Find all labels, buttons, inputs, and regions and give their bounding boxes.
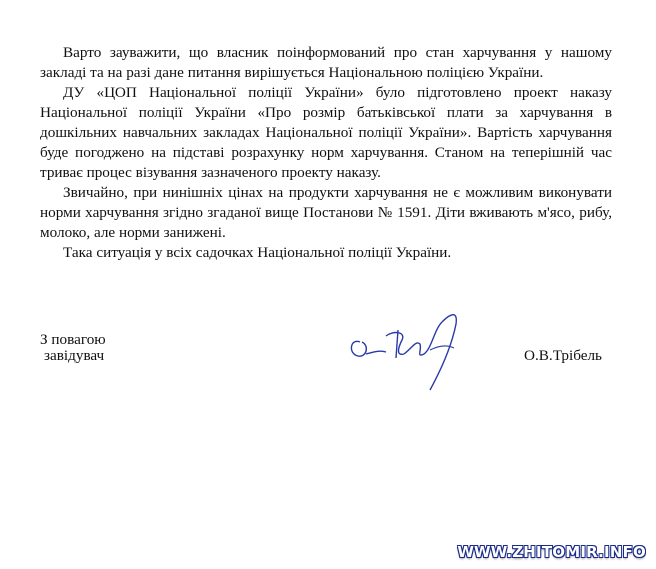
- paragraph-draft-order: ДУ «ЦОП Національної поліції України» було підготовлено проект наказу Національної поліції України «Про розмір батьківської плати за харчування в дошкільних навчальних закладах Національної поліції України». Вартість харчування буде погоджено на підставі розрахунку норм харчування. Станом на теперішній час триває процес візування зазначеного проекту наказу.: [40, 84, 612, 181]
- closing-position: завідувач: [44, 347, 105, 364]
- signatory-name: О.В.Трібель: [524, 347, 602, 364]
- paragraph-nutrition-norms: Звичайно, при нинішніх цінах на продукти харчування не є можливим виконувати норми харчування згідно згаданої вище Постанови № 1591. Діти вживають м'ясо, рибу, молоко, але норми занижені.: [40, 184, 612, 241]
- paragraph-situation: Така ситуація у всіх садочках Національної поліції України.: [63, 244, 452, 261]
- closing-regards: З повагою: [40, 331, 106, 348]
- site-watermark: WWW.ZHITOMIR.INFO: [457, 543, 646, 561]
- letter-body: [40, 43, 612, 263]
- paragraph-owner-informed: Варто зауважити, що власник поінформований про стан харчування у нашому закладі та на разі дане питання вирішується Національною поліцією України.: [40, 44, 612, 81]
- signature-icon: [346, 300, 476, 392]
